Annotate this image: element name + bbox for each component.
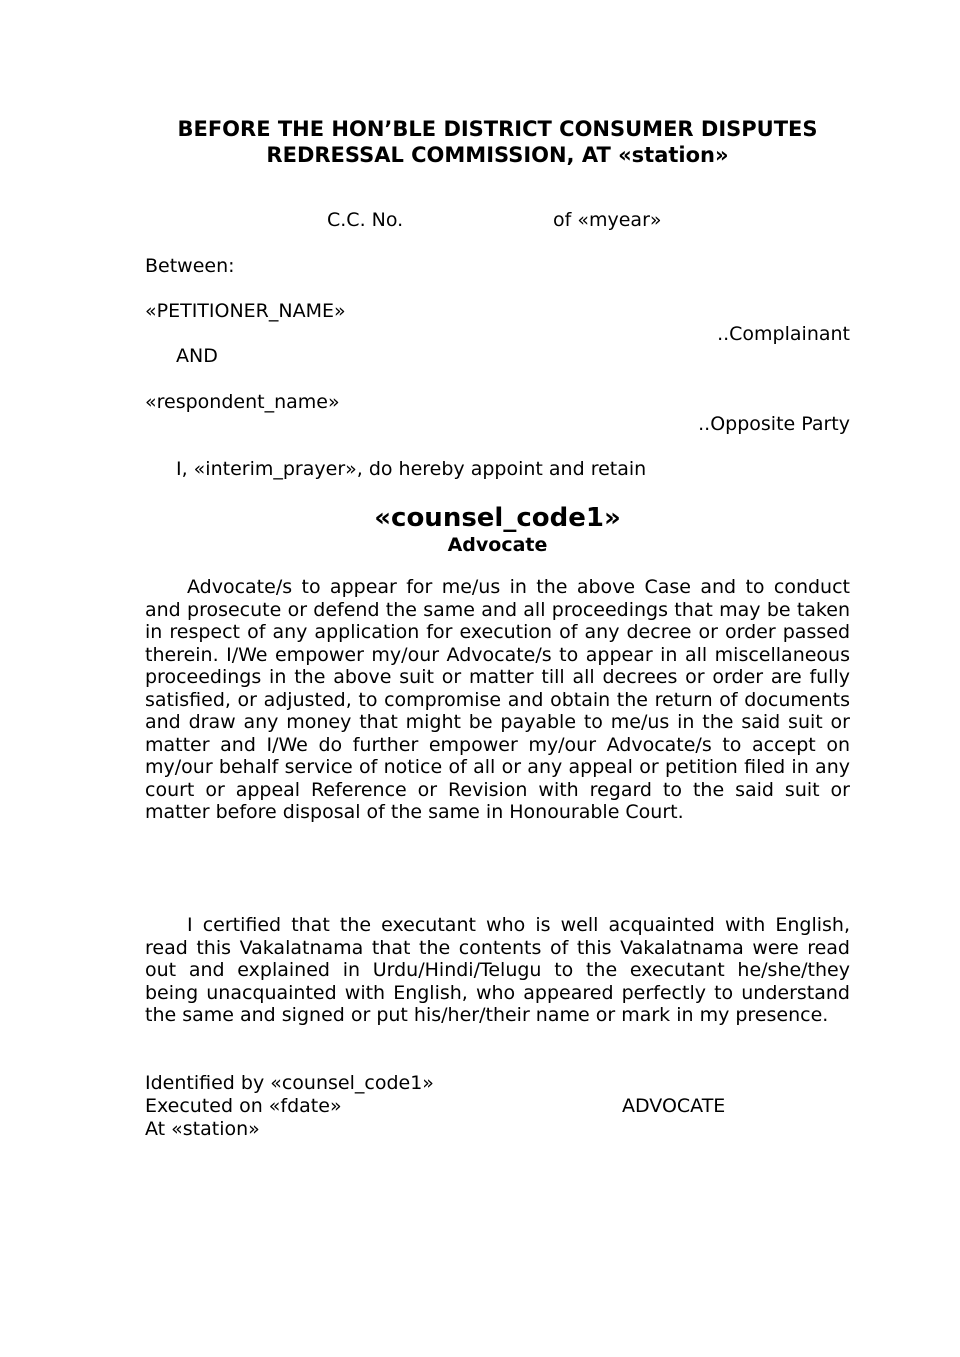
petitioner-name: «PETITIONER_NAME»: [145, 300, 346, 322]
case-number-label: C.C. No.: [327, 209, 404, 231]
identified-by: Identified by «counsel_code1»: [145, 1072, 434, 1094]
opposite-party-role: ..Opposite Party: [698, 413, 850, 435]
and-label: AND: [176, 345, 218, 367]
respondent-name: «respondent_name»: [145, 391, 340, 413]
advocate-label: Advocate: [447, 534, 548, 556]
complainant-role: ..Complainant: [717, 323, 850, 345]
advocate-signature-label: ADVOCATE: [622, 1095, 726, 1117]
executed-on: Executed on «fdate»: [145, 1095, 342, 1117]
counsel-name: «counsel_code1»: [374, 503, 621, 533]
authorization-paragraph: Advocate/s to appear for me/us in the above Case and to conduct and prosecute or defend the same and all proceedings that may be taken in respect of any application for execution of any decree or order passed therein. I/We empower my/our Advocate/s to appear in all miscellaneous proceedings in the above suit or matter till all decrees or order are fully satisfied, or adjusted, to compromise and obtain the return of documents and draw any money that might be payable to me/us in the said suit or matter and I/We do further empower my/our Advocate/s to accept on my/our behalf service of notice of all or any appeal or petition filed in any court or appeal Reference or Revision with regard to the said suit or matter before disposal of the same in Honourable Court.: [145, 576, 850, 823]
appointment-statement: I, «interim_prayer», do hereby appoint and retain: [176, 458, 647, 480]
heading-line-1: BEFORE THE HON’BLE DISTRICT CONSUMER DISPUTES: [177, 117, 818, 141]
executed-at-station: At «station»: [145, 1118, 260, 1140]
heading-line-2: REDRESSAL COMMISSION, AT «station»: [266, 143, 729, 167]
case-year: of «myear»: [553, 209, 662, 231]
certification-paragraph: I certified that the executant who is well acquainted with English, read this Vakalatnama that the contents of this Vakalatnama were read out and explained in Urdu/Hindi/Telugu to the executant he/she/they being unacquainted with English, who appeared perfectly to understand the same and signed or put his/her/their name or mark in my presence.: [145, 914, 850, 1026]
between-label: Between:: [145, 255, 235, 277]
